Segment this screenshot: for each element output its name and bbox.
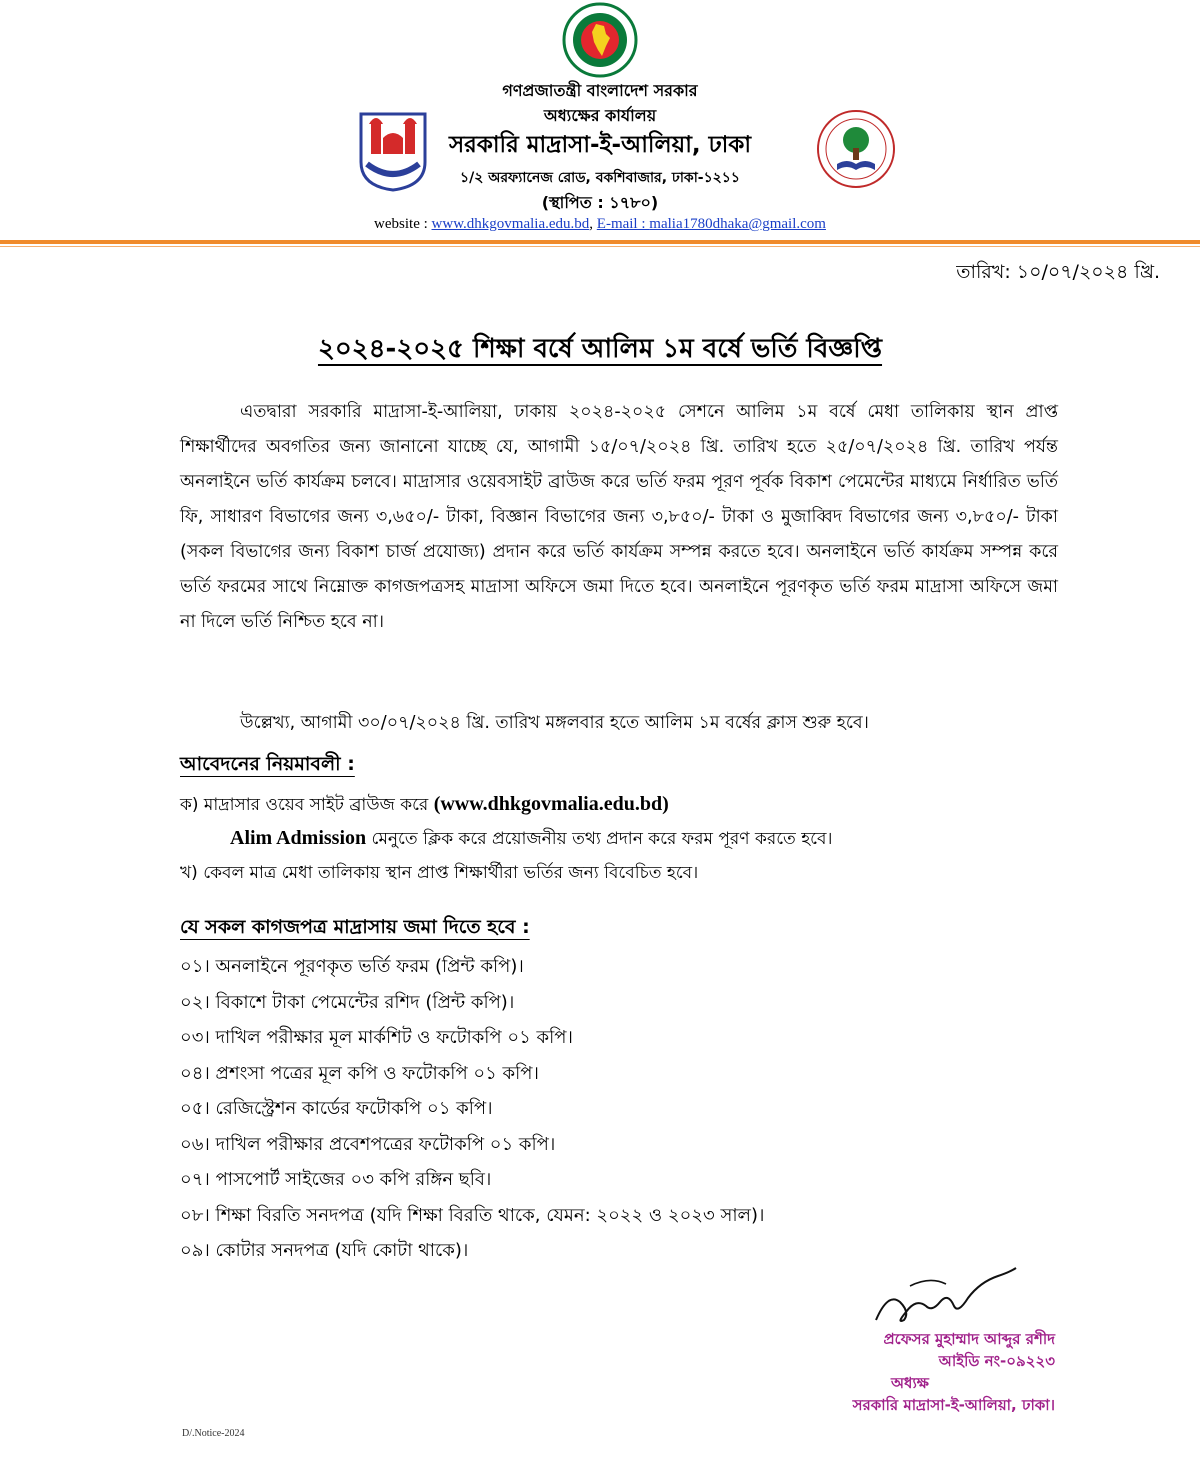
madrasa-name: সরকারি মাদ্রাসা-ই-আলিয়া, ঢাকা bbox=[448, 132, 752, 158]
contact-separator: , bbox=[589, 216, 597, 232]
list-item: ০২। বিকাশে টাকা পেমেন্টের রশিদ (প্রিন্ট কপি)। bbox=[180, 991, 515, 1013]
contact-line bbox=[0, 216, 1200, 233]
list-item: ০৯। কোটার সনদপত্র (যদি কোটা থাকে)। bbox=[180, 1240, 469, 1261]
notice-heading-text: ২০২৪-২০২৫ শিক্ষা বর্ষে আলিম ১ম বর্ষে ভর্তি বিজ্ঞপ্তি bbox=[317, 334, 883, 364]
established-year: (স্থাপিত : ১৭৮০) bbox=[541, 193, 659, 212]
signatory-designation: অধ্যক্ষ bbox=[891, 1374, 929, 1392]
signatory-id: আইডি নং-০৯২২৩ bbox=[938, 1352, 1055, 1370]
list-item: ০১। অনলাইনে পূরণকৃত ভর্তি ফরম (প্রিন্ট কপি)। bbox=[180, 956, 524, 977]
list-item: ০৫। রেজিস্ট্রেশন কার্ডের ফটোকপি ০১ কপি। bbox=[180, 1098, 493, 1119]
rule-a-continued-text: মেনুতে ক্লিক করে প্রয়োজনীয় তথ্য প্রদান করে ফরম পূরণ করতে হবে। bbox=[366, 829, 833, 849]
alim-admission-menu: Alim Admission bbox=[230, 827, 367, 849]
website-label: website : bbox=[374, 216, 432, 232]
address: ১/২ অরফ্যানেজ রোড, বকশিবাজার, ঢাকা-১২১১ bbox=[460, 170, 740, 186]
rule-b: খ) কেবল মাত্র মেধা তালিকায় স্থান প্রাপ্ত শিক্ষার্থীরা ভর্তির জন্য বিবেচিত হবে। bbox=[180, 863, 699, 883]
rule-a-url: (www.dhkgovmalia.edu.bd) bbox=[433, 793, 669, 815]
notice-heading bbox=[0, 328, 1200, 372]
header-divider-thin bbox=[0, 246, 1200, 247]
class-start-note: উল্লেখ্য, আগামী ৩০/০৭/২০২৪ খ্রি. তারিখ মঙ্গলবার হতে আলিম ১ম বর্ষের ক্লাস শুরু হবে। bbox=[240, 713, 869, 733]
notice-reference: D/.Notice-2024 bbox=[182, 1428, 245, 1439]
documents-list bbox=[180, 952, 764, 1272]
website-link[interactable]: www.dhkgovmalia.edu.bd bbox=[431, 216, 590, 232]
signatory-name: প্রফেসর মুহাম্মাদ আব্দুর রশীদ bbox=[883, 1330, 1055, 1348]
list-item: ০৭। পাসপোর্ট সাইজের ০৩ কপি রঙ্গিন ছবি। bbox=[180, 1169, 492, 1190]
list-item: ০৩। দাখিল পরীক্ষার মূল মার্কশিট ও ফটোকপি ০১ কপি। bbox=[180, 1027, 573, 1048]
signatory-institution: সরকারি মাদ্রাসা-ই-আলিয়া, ঢাকা। bbox=[852, 1396, 1055, 1414]
handwritten-signature bbox=[870, 1262, 1020, 1328]
notice-date: তারিখ: ১০/০৭/২০২৪ খ্রি. bbox=[956, 261, 1160, 283]
rule-a bbox=[180, 792, 669, 820]
government-title: গণপ্রজাতন্ত্রী বাংলাদেশ সরকার bbox=[502, 81, 698, 100]
list-item: ০৪। প্রশংসা পত্রের মূল কপি ও ফটোকপি ০১ কপি। bbox=[180, 1062, 539, 1084]
documents-title: যে সকল কাগজপত্র মাদ্রাসায় জমা দিতে হবে : bbox=[180, 916, 530, 938]
rule-a-continued bbox=[230, 826, 833, 854]
rule-a-text: ক) মাদ্রাসার ওয়েব সাইট ব্রাউজ করে bbox=[180, 795, 434, 815]
list-item: ০৮। শিক্ষা বিরতি সনদপত্র (যদি শিক্ষা বিরতি থাকে, যেমন: ২০২২ ও ২০২৩ সাল)। bbox=[180, 1204, 765, 1226]
rules-title: আবেদনের নিয়মাবলী : bbox=[180, 753, 355, 775]
notice-paragraph: এতদ্বারা সরকারি মাদ্রাসা-ই-আলিয়া, ঢাকায় ২০২৪-২০২৫ সেশনে আলিম ১ম বর্ষে মেধা তালিকায় স্থান প্রাপ্ত শিক্ষার্থীদের অবগতির জন্য জানানো যাচ্ছে যে, আগামী ১৫/০৭/২০২৪ খ্রি. তারিখ হতে ২৫/০৭/২০২৪ খ্রি. তারিখ পর্যন্ত অনলাইনে ভর্তি কার্যক্রম চলবে। মাদ্রাসার ওয়েবসাইট ব্রাউজ করে ভর্তি ফরম পূরণ পূর্বক বিকাশ পেমেন্টের মাধ্যমে নির্ধারিত ভর্তি ফি, সাধারণ বিভাগের জন্য ৩,৬৫০/- টাকা, বিজ্ঞান বিভাগের জন্য ৩,৮৫০/- টাকা ও মুজাব্বিদ বিভাগের জন্য ৩,৮৫০/- টাকা (সকল বিভাগের জন্য বিকাশ চার্জ প্রযোজ্য) প্রদান করে ভর্তি কার্যক্রম সম্পন্ন করতে হবে। অনলাইনে ভর্তি কার্যক্রম সম্পন্ন করে ভর্তি ফরমের সাথে নিম্নোক্ত কাগজপত্রসহ মাদ্রাসা অফিসে জমা দিতে হবে। অনলাইনে পূরণকৃত ভর্তি ফরম মাদ্রাসা অফিসে জমা না দিলে ভর্তি নিশ্চিত হবে না। bbox=[180, 402, 1058, 632]
email-link[interactable]: malia1780dhaka@gmail.com bbox=[649, 216, 826, 232]
email-label-link[interactable]: E-mail : bbox=[596, 216, 650, 232]
header-divider bbox=[0, 240, 1200, 244]
office-title: অধ্যক্ষের কার্যালয় bbox=[543, 106, 657, 125]
list-item: ০৬। দাখিল পরীক্ষার প্রবেশপত্রের ফটোকপি ০১ কপি। bbox=[180, 1133, 556, 1155]
government-seal-logo bbox=[562, 2, 638, 78]
signature-block bbox=[765, 1328, 1055, 1416]
